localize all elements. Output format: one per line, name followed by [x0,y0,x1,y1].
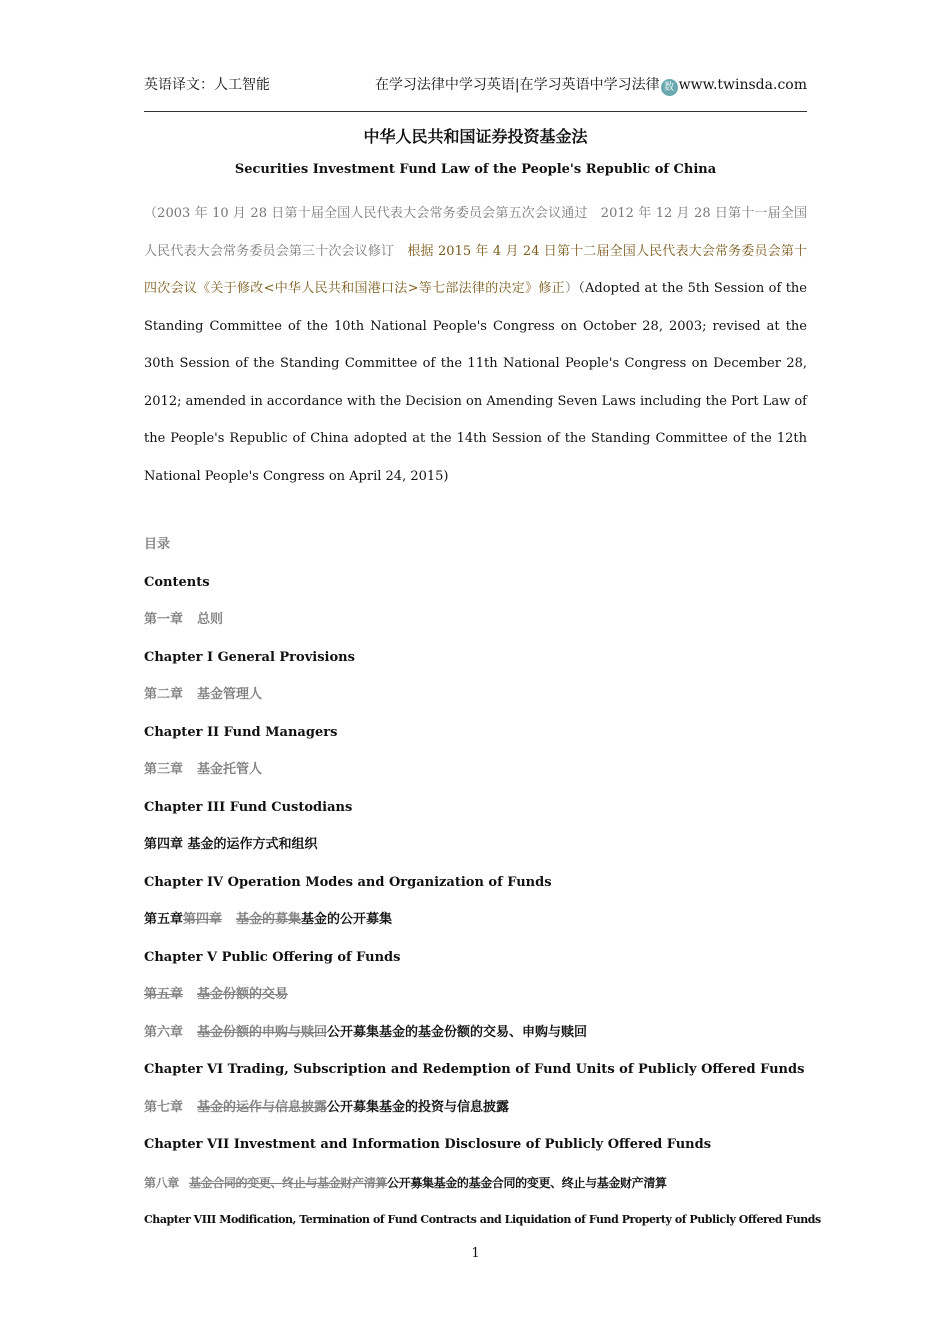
site-logo-icon: 数 [661,79,678,96]
toc-item-ch1-en[interactable]: Chapter I General Provisions [144,649,355,665]
title-english: Securities Investment Fund Law of the People's Republic of China [234,162,717,177]
toc-item-ch4-cn[interactable]: 第四章 基金的运作方式和组织 [144,837,318,852]
toc-heading-en: Contents [144,574,210,590]
header-slogan: 在学习法律中学习英语|在学习英语中学习法律 [374,77,660,93]
header-site-link[interactable]: www.twinsda.com [678,77,807,93]
ch6-cn-new-title: 公开募集基金的基金份额的交易、申购与赎回 [327,1024,588,1040]
header-left-text: 英语译文：人工智能 [144,77,270,93]
ch6-cn-deleted-title: 基金份额的申购与赎回 [197,1024,328,1040]
ch7-cn-deleted-title: 基金的运作与信息披露 [197,1099,328,1115]
intro-adoption-cn: （2003 年 10 月 28 日第十届全国人民代表大会常务委员会第五次会议通过 2012 年 12 月 28 日第十一届全国人民代表大会常务委员会第三十次会议修订 [144,206,807,259]
ch8-cn-deleted-title: 基金合同的变更、终止与基金财产清算 [188,1175,388,1190]
ch8-cn-num: 第八章 [144,1175,179,1190]
toc-item-ch4-en[interactable]: Chapter IV Operation Modes and Organization of Funds [144,874,552,890]
toc-item-ch2-en[interactable]: Chapter II Fund Managers [144,724,338,740]
toc-item-ch7-cn[interactable] [144,1091,807,1129]
ch2-cn-num: 第二章 [144,687,184,702]
ch5-cn-new-title: 基金的公开募集 [301,912,393,927]
toc-item-ch8-cn[interactable] [144,1166,807,1204]
toc-heading-cn-text: 目录 [144,537,171,552]
ch2-cn-title: 基金管理人 [197,687,263,702]
intro-amendment-cn: 根据 2015 年 4 月 24 日第十二届全国人民代表大会常务委员会第十四次会议《关于修改<中华人民共和国港口法>等七部法律的决定》修正 [144,243,807,296]
header-divider [144,111,807,112]
ch3-cn-title: 基金托管人 [197,762,263,777]
toc-item-ch3-en[interactable]: Chapter III Fund Custodians [144,799,353,815]
ch7-cn-num: 第七章 [144,1099,184,1115]
toc-item-ch3-cn[interactable] [144,753,807,791]
ch8-cn-new-title: 公开募集基金的基金合同的变更、终止与基金财产清算 [387,1175,667,1190]
title-chinese: 中华人民共和国证券投资基金法 [363,127,588,146]
ch1-cn-title: 总则 [197,612,224,627]
toc-item-ch2-cn[interactable] [144,678,807,716]
intro-close-paren: ） [564,281,579,296]
deleted-ch5-title: 基金份额的交易 [197,987,289,1002]
toc-item-ch5-en[interactable]: Chapter V Public Offering of Funds [144,949,401,965]
ch5-cn-deleted-num: 第四章 [183,912,223,927]
toc-item-ch6-cn[interactable] [144,1016,807,1054]
intro-paragraph [144,195,807,495]
ch5-cn-new-num: 第五章 [144,912,184,927]
toc-item-ch1-cn[interactable] [144,603,807,641]
ch1-cn-num: 第一章 [144,612,184,627]
page-number: 1 [471,1246,480,1261]
toc-item-ch5-cn[interactable] [144,903,807,941]
intro-english: （Adopted at the 5th Session of the Standing Committee of the 10th National People's Congress on October 28, 2003; revised at the 30th Session of the Standing Committee of the 11th National People's Congress on December 28, 2012; amended in accordance with the Decision on Amending Seven Laws including the Port Law of the People's Republic of China adopted at the 14th Session of the Standing Committee of the 12th National People's Congress on April 24, 2015) [144,281,807,484]
toc-item-ch6-en[interactable]: Chapter VI Trading, Subscription and Redemption of Fund Units of Publicly Offered Funds [144,1062,805,1077]
ch3-cn-num: 第三章 [144,762,184,777]
deleted-ch5-num: 第五章 [144,987,184,1002]
document-page [144,0,821,1344]
ch6-cn-num: 第六章 [144,1024,184,1040]
ch7-cn-new-title: 公开募集基金的投资与信息披露 [327,1099,510,1115]
toc-item-deleted-ch5-cn [144,978,807,1016]
header-right [375,74,807,96]
table-of-contents [144,528,821,1241]
ch5-cn-deleted-title: 基金的募集 [236,912,302,927]
toc-item-ch7-en[interactable]: Chapter VII Investment and Information Disclosure of Publicly Offered Funds [144,1137,712,1152]
page-header [144,72,807,94]
toc-heading-cn [144,528,807,566]
toc-item-ch8-en[interactable]: Chapter VIII Modification, Termination of Fund Contracts and Liquidation of Fund Property of Publicly Offered Funds [144,1213,821,1226]
